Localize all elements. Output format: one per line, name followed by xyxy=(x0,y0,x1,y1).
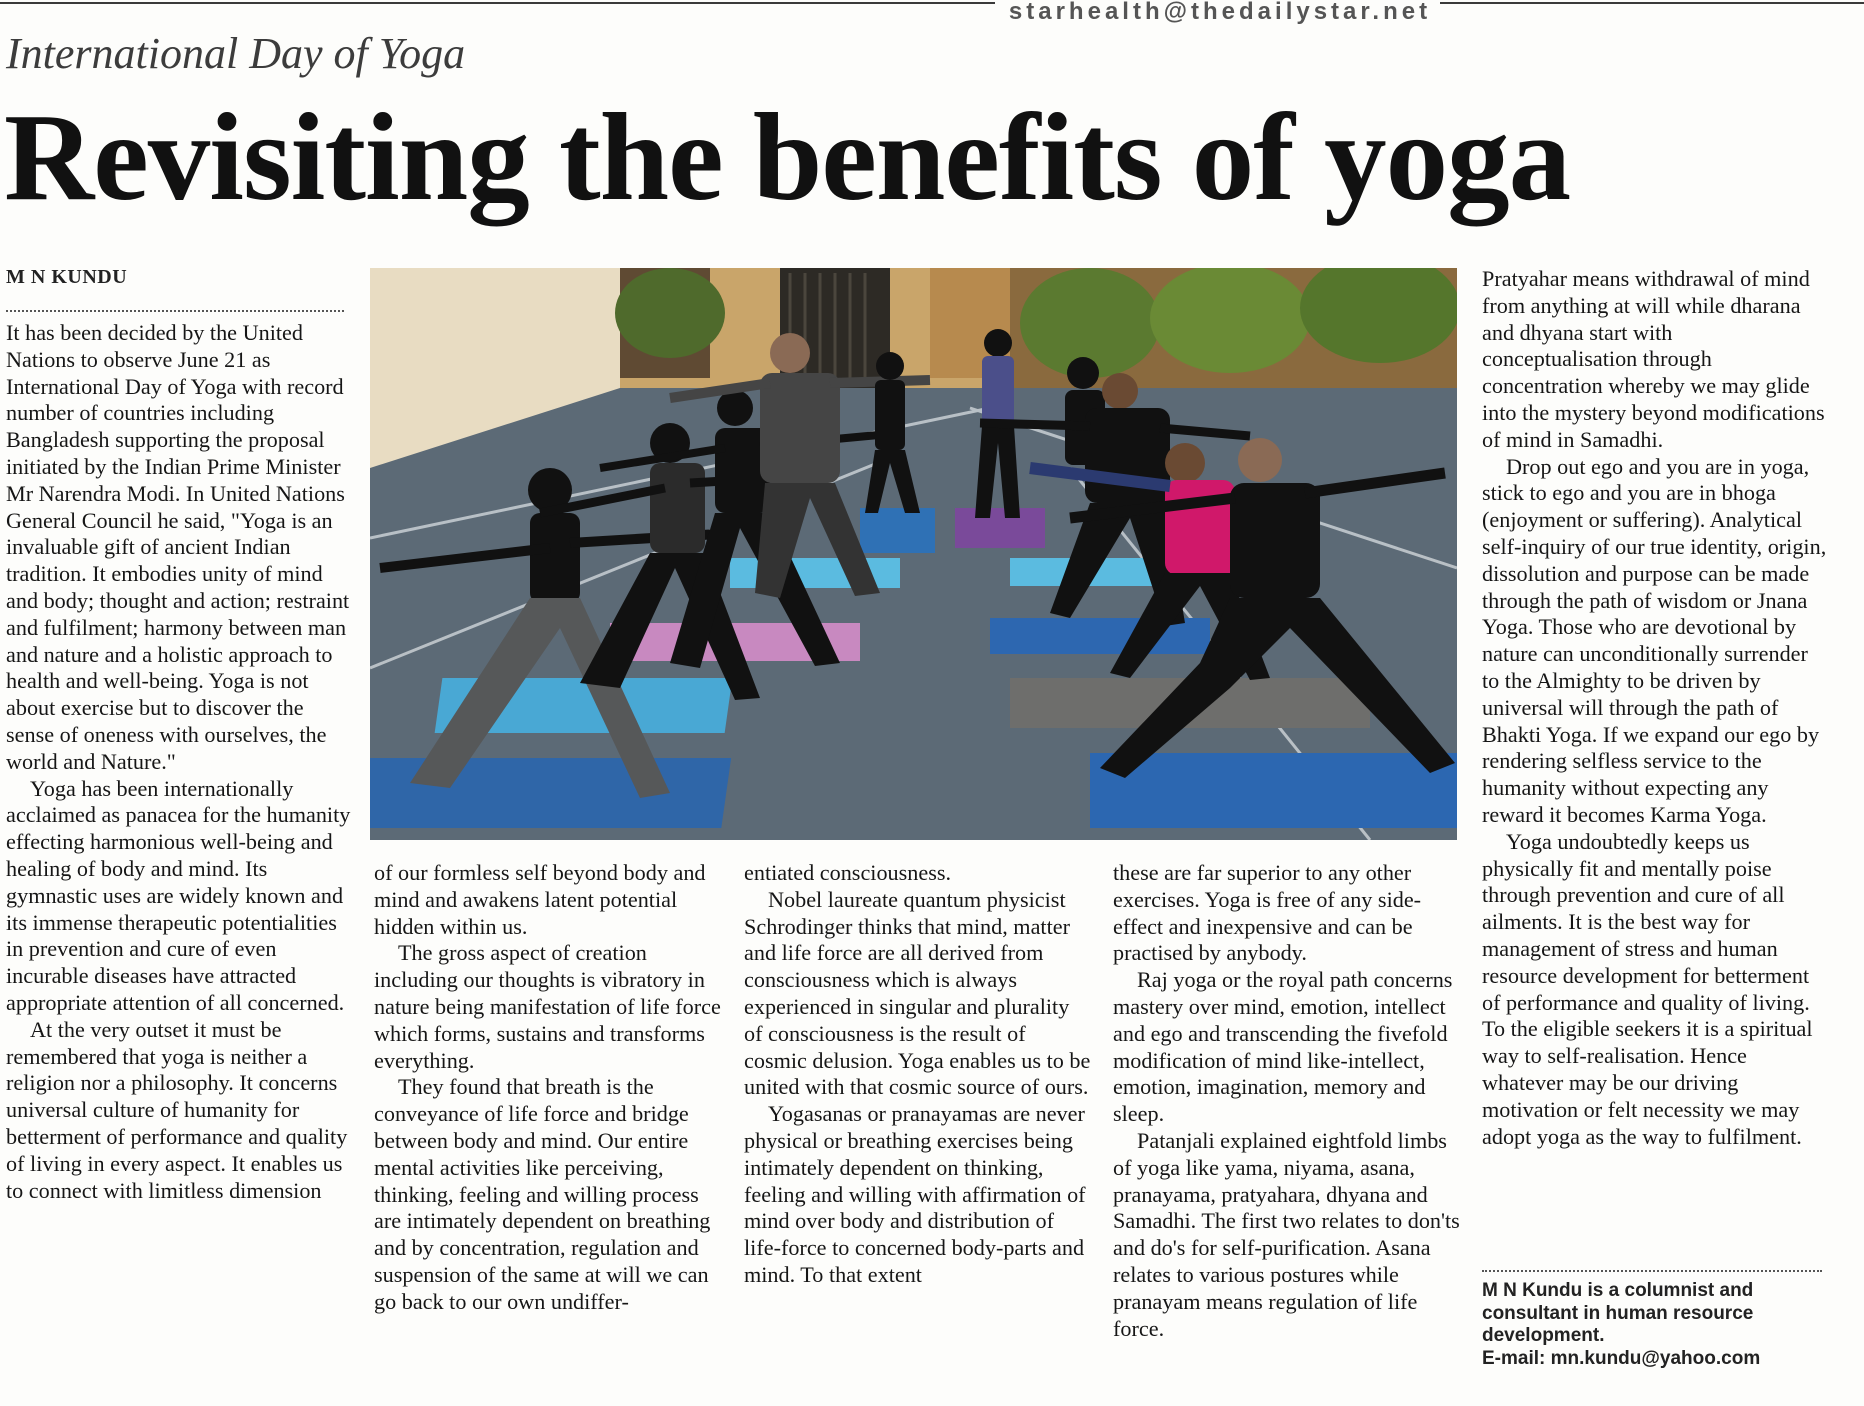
bio-divider xyxy=(1482,1270,1822,1272)
bio-email: E-mail: mn.kundu@yahoo.com xyxy=(1482,1347,1761,1369)
byline-divider xyxy=(6,310,344,312)
byline: M N KUNDU xyxy=(6,266,128,288)
column-5 xyxy=(1482,266,1830,1150)
header-rule-left xyxy=(0,2,995,4)
yoga-class-illustration xyxy=(370,268,1457,840)
paragraph: Raj yoga or the royal path concerns mastery over mind, emotion, intellect and ego and transcending the fivefold modification of mind like-intellect, emotion, imagination, memory and sleep. xyxy=(1113,967,1453,1127)
paragraph: Yoga undoubtedly keeps us physically fit and mentally poise through prevention and cure of all ailments. It is the best way for management of stress and human resource development for betterment of performance and quality of living. To the eligible seekers it is a spiritual way to self-realisation. Hence whatever may be our driving motivation or felt necessity we may adopt yoga as the way to fulfilment. xyxy=(1482,828,1813,1149)
paragraph: They found that breath is the conveyance of life force and bridge between body and mind. Our entire mental activities like perceiving, thinking, feeling and willing process are intimately dependent on breathing and by concentration, regulation and suspension of the same at will we can go back to our own undiffer- xyxy=(374,1074,711,1314)
paragraph: Yoga has been internationally acclaimed as panacea for the humanity effecting harmonious well-being and healing of body and mind. Its gymnastic uses are widely known and its immense therapeutic potentialities in prevention and cure of even incurable diseases have attracted appropriate attention of all concerned. xyxy=(6,775,351,1015)
column-1 xyxy=(6,320,354,1204)
author-bio xyxy=(1482,1280,1822,1370)
section-email: starhealth@thedailystar.net xyxy=(1008,0,1432,25)
header-rule-right xyxy=(1440,2,1864,4)
paragraph: Drop out ego and you are in yoga, stick to ego and you are in bhoga (enjoyment or suffering). Analytical self-inquiry of our true identity, origin, dissolution and purpose can be made through the path of wisdom or Jnana Yoga. Those who are devotional by nature can unconditionally surrender to the Almighty to be driven by universal will through the path of Bhakti Yoga. If we expand our ego by rendering selfless service to the humanity without expecting any reward it becomes Karma Yoga. xyxy=(1482,453,1827,827)
paragraph: entiated consciousness. xyxy=(744,860,952,885)
paragraph: Patanjali explained eightfold limbs of yoga like yama, niyama, asana, pranayama, pratyahara, dhyana and Samadhi. The first two relates to don'ts and do's for self-purification. Asana relates to various postures while pranayam means regulation of life force. xyxy=(1113,1127,1460,1341)
paragraph: At the very outset it must be remembered that yoga is neither a religion nor a philosophy. It concerns universal culture of humanity for betterment of performance and quality of living in every aspect. It enables us to connect with limitless dimension xyxy=(6,1016,348,1203)
column-3 xyxy=(744,860,1092,1289)
paragraph: Nobel laureate quantum physicist Schrodinger thinks that mind, matter and life force are all derived from consciousness which is always experienced in singular and plurality of consciousness is the result of cosmic delusion. Yoga enables us to be united with that cosmic source of ours. xyxy=(744,886,1091,1100)
bio-text: M N Kundu is a columnist and consultant in human resource development. xyxy=(1482,1280,1754,1346)
article-photo xyxy=(370,268,1457,840)
paragraph: Pratyahar means withdrawal of mind from anything at will while dharana and dhyana start with conceptualisation through concentration whereby we may glide into the mystery beyond modifications of mind in Samadhi. xyxy=(1482,266,1825,452)
paragraph: of our formless self beyond body and mind and awakens latent potential hidden within us. xyxy=(374,860,706,939)
column-2 xyxy=(374,860,722,1316)
paragraph: these are far superior to any other exercises. Yoga is free of any side-effect and inexpensive and can be practised by anybody. xyxy=(1113,860,1422,966)
paragraph: It has been decided by the United Nations to observe June 21 as International Day of Yoga with record number of countries including Bangladesh supporting the proposal initiated by the Indian Prime Minister Mr Narendra Modi. In United Nations General Council he said, "Yoga is an invaluable gift of ancient Indian tradition. It embodies unity of mind and body; thought and action; restraint and fulfilment; harmony between man and nature and a holistic approach to health and well-being. Yoga is not about exercise but to discover the sense of oneness with ourselves, the world and Nature." xyxy=(6,320,350,774)
paragraph: The gross aspect of creation including our thoughts is vibratory in nature being manifestation of life force which forms, sustains and transforms everything. xyxy=(374,940,721,1073)
paragraph: Yogasanas or pranayamas are never physical or breathing exercises being intimately dependent on thinking, feeling and willing with affirmation of mind over body and distribution of life-force to concerned body-parts and mind. To that extent xyxy=(744,1101,1086,1287)
article-headline: Revisiting the benefits of yoga xyxy=(4,89,1571,227)
column-4 xyxy=(1113,860,1461,1342)
article-kicker: International Day of Yoga xyxy=(6,29,466,78)
